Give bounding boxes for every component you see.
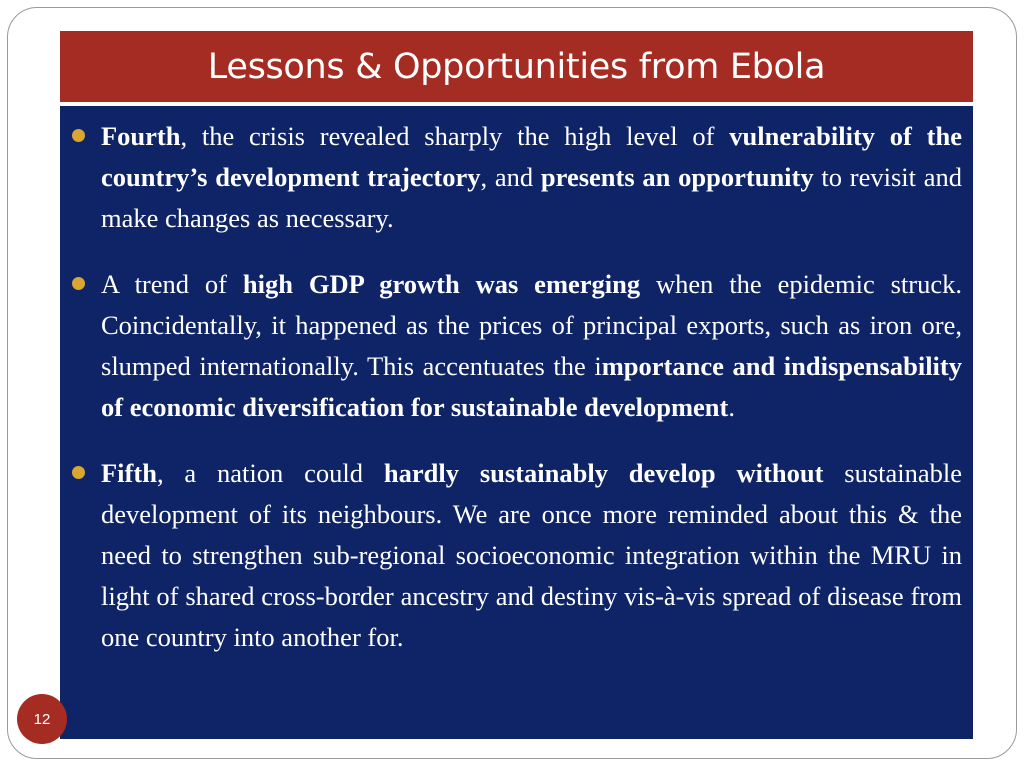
title-bar [60,31,973,102]
bullet-text-run: to revisit and make changes as necessary. [101,162,962,233]
content-box [60,106,973,739]
page-number-badge [17,694,67,744]
bullet-item [101,264,962,428]
bullet-text-run: , and [480,162,541,192]
bullet-text-run: presents an opportunity [540,162,814,192]
bullet-text-run: Fifth [101,458,157,488]
bullet-text-run: Fourth [101,121,181,151]
bullet-item [101,453,962,658]
bullet-text-run: high GDP growth was emerging [242,269,641,299]
bullet-text-run: , the crisis revealed sharply the high level of [180,121,730,151]
bullet-icon [72,129,85,142]
bullet-text-run: sustainable development of its neighbours. We are once more reminded about this & the need to strengthen sub-regional socioeconomic integration within the MRU in light of shared cross-border ancestry and destiny vis-à-vis spread of disease from one country into another for. [101,458,963,652]
bullet-text-run: A trend of [101,269,243,299]
page-number: 12 [33,710,51,728]
bullet-text-run: when the epidemic struck. Coincidentally, it happened as the prices of principal exports, such as iron ore, slumped internationally. This accentuates the i [101,269,962,381]
slide-title: Lessons & Opportunities from Ebola [207,46,826,87]
bullet-text-run: hardly sustainably develop without [383,458,824,488]
bullet-text-run: vulnerability of the country’s development trajectory [101,121,962,192]
bullet-text-run: . [728,392,735,422]
bullet-icon [72,466,85,479]
bullet-text-run: mportance and indispensability of economic diversification for sustainable development [101,351,962,422]
bullet-icon [72,277,85,290]
bullet-item [101,116,962,239]
bullet-text-run: , a nation could [156,458,384,488]
